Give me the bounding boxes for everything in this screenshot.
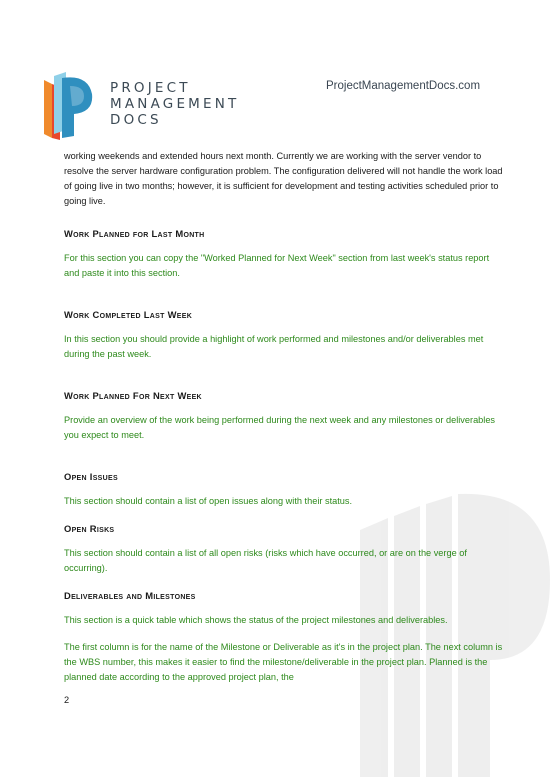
heading-work-planned-next-week: Work Planned For Next Week [64, 390, 202, 401]
brand-line-2: MANAGEMENT [110, 96, 240, 112]
brand-line-1: PROJECT [110, 80, 191, 96]
heading-open-risks: Open Risks [64, 523, 115, 534]
brand-wordmark [110, 80, 240, 128]
section-text-open-issues: This section should contain a list of open issues along with their status. [64, 496, 353, 506]
document-body [64, 149, 504, 685]
section-text-open-risks: This section should contain a list of all open risks (risks which have occurred, or are on the verge of occurring). [64, 548, 467, 573]
section-text-work-planned-last-month: For this section you can copy the "Worked Planned for Next Week" section from last week's status report and paste it into this section. [64, 253, 490, 278]
intro-paragraph: working weekends and extended hours next month. Currently we are working with the server vendor to resolve the server hardware configuration problem. The configuration delivered will not handle the work load of going live in two months; however, it is sufficient for development and testing activities scheduled prior to going live. [64, 151, 503, 206]
heading-work-completed-last-week: Work Completed Last Week [64, 309, 193, 320]
website-link[interactable]: ProjectManagementDocs.com [326, 80, 481, 92]
section-text-work-completed-last-week: In this section you should provide a highlight of work performed and milestones and/or deliverables met during the past week. [64, 334, 484, 359]
heading-deliverables-milestones: Deliverables and Milestones [64, 590, 196, 601]
section-text-work-planned-next-week: Provide an overview of the work being performed during the next week and any milestones or deliverables you expect to meet. [64, 415, 496, 440]
heading-work-planned-last-month: Work Planned for Last Month [64, 228, 205, 239]
brand-line-3: DOCS [110, 112, 162, 128]
closing-paragraph: The first column is for the name of the Milestone or Deliverable as it's in the project plan. The next column is the WBS number, this makes it easier to find the milestone/deliverable in the project plan. Planned is the planned date according to the approved project plan, the [64, 642, 503, 682]
section-text-deliverables-milestones: This section is a quick table which shows the status of the project milestones and deliverables. [64, 615, 448, 625]
project-management-docs-logo-icon [40, 70, 100, 140]
page-number: 2 [64, 695, 70, 705]
heading-open-issues: Open Issues [64, 471, 118, 482]
